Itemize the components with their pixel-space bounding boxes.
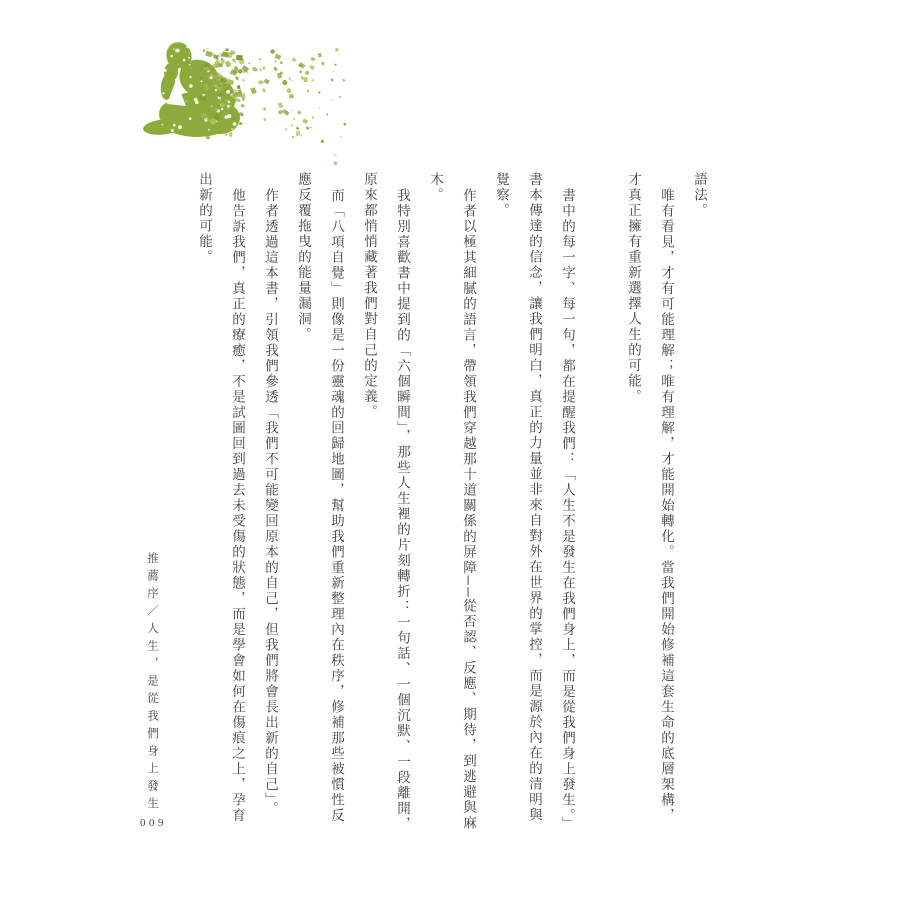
body-paragraph: 他告訴我們，真正的療癒，不是試圖回到過去未受傷的狀態，而是學會如何在傷痕之上，孕育出新的可能。 [197, 172, 245, 823]
page-number: 009 [140, 817, 167, 829]
body-paragraph: 作者以極其細膩的語言，帶領我們穿越那十道關係的屏障──從否認、反應、期待，到逃避與麻木。 [428, 172, 476, 831]
body-text [188, 172, 716, 834]
section-label: 推薦序／人生，是從我們身上發生 [146, 552, 158, 815]
body-paragraph: 我特別喜歡書中提到的「六個瞬間」，那些人生裡的片刻轉折：一句話、一個沉默、一段離開，原來都悄悄藏著我們對自己的定義。 [362, 172, 410, 832]
body-paragraph: 唯有看見，才有可能理解；唯有理解，才能開始轉化。當我們開始修補這套生命的底層架構，才真正擁有重新選擇人生的可能。 [626, 172, 674, 823]
body-paragraph: 而「八項自覺」則像是一份靈魂的回歸地圖，幫助我們重新整理內在秩序，修補那些被慣性反應反覆拖曳的能量漏洞。 [296, 172, 344, 823]
body-paragraph: 作者透過這本書，引領我們參透「我們不可能變回原本的自己，但我們將會長出新的自己」。 [263, 187, 278, 817]
dissolving-leaf-particles [199, 47, 346, 165]
body-paragraph: 語法。 [692, 172, 707, 219]
body-paragraph: 書中的每一字、每一句，都在提醒我們：「人生不是發生在我們身上，而是從我們身上發生。」書本傳達的信念，讓我們明白，真正的力量並非來自對外在世界的掌控，而是源於內在的清明與覺察。 [494, 172, 575, 832]
dissolving-person-illustration [125, 20, 350, 182]
